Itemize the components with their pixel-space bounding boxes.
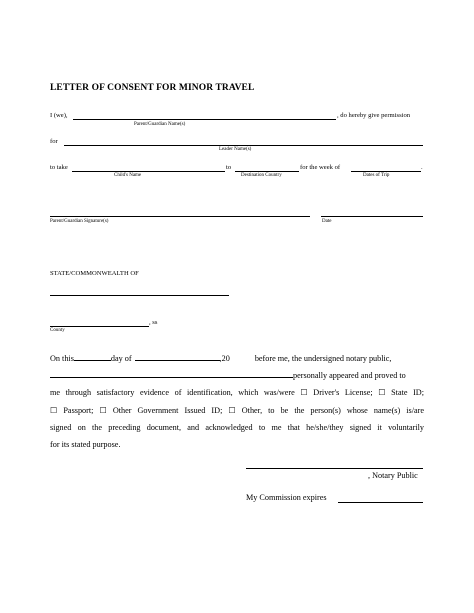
trip-dates-caption: Dates of Trip — [363, 173, 390, 178]
to-take-label: to take — [50, 164, 68, 171]
leader-name-field[interactable] — [64, 145, 423, 146]
period-label: . — [421, 164, 423, 171]
week-of-label: for the week of — [300, 164, 341, 171]
signature-caption: Parent/Guardian Signature(s) — [50, 219, 109, 224]
notary-line-5: signed on the preceding document, and acknowledged to me that he/she/they signed it voluntarily — [50, 422, 424, 432]
date-field[interactable] — [321, 216, 423, 217]
county-caption: County — [50, 328, 65, 333]
month-field[interactable] — [135, 352, 220, 361]
state-label: STATE/COMMONWEALTH OF — [50, 270, 139, 277]
ss-label: , ss — [149, 319, 158, 326]
notary-line-6: for its stated purpose. — [50, 440, 121, 450]
commission-label: My Commission expires — [246, 493, 327, 502]
notary-public-label: , Notary Public — [368, 471, 418, 480]
notary-paragraph — [50, 350, 424, 453]
notary-signature-field[interactable] — [246, 468, 423, 469]
destination-field[interactable] — [235, 171, 299, 172]
consent-prefix-label: I (we), — [50, 112, 68, 119]
commission-date-field[interactable] — [338, 502, 423, 503]
destination-caption: Destination Country — [241, 173, 282, 178]
appearing-person-field[interactable] — [50, 369, 293, 378]
parent-name-caption: Parent/Guardian Name(s) — [134, 122, 186, 127]
notary-line-2: personally appeared and proved to — [50, 367, 424, 384]
notary-line-4: ☐ Passport; ☐ Other Government Issued ID; ☐ Other, to be the person(s) whose name(s) is/are — [50, 405, 424, 415]
permission-label: , do hereby give permission — [337, 112, 411, 119]
day-field[interactable] — [74, 352, 111, 361]
leader-name-caption: Leader Name(s) — [219, 147, 252, 152]
child-name-caption: Child's Name — [114, 173, 142, 178]
to-label: to — [226, 164, 232, 171]
notary-line-1: On this day of ,20 before me, the undersigned notary public, — [50, 354, 392, 363]
document-title: LETTER OF CONSENT FOR MINOR TRAVEL — [50, 83, 255, 93]
trip-dates-field[interactable] — [351, 171, 421, 172]
signature-field[interactable] — [50, 216, 310, 217]
for-label: for — [50, 138, 58, 145]
state-field[interactable] — [50, 295, 229, 296]
child-name-field[interactable] — [72, 171, 225, 172]
notary-line-3: me through satisfactory evidence of identification, which was/were ☐ Driver's License; ☐ State ID; — [50, 388, 424, 398]
county-field[interactable] — [50, 326, 149, 327]
date-caption: Date — [322, 219, 332, 224]
parent-name-field[interactable] — [73, 119, 336, 120]
